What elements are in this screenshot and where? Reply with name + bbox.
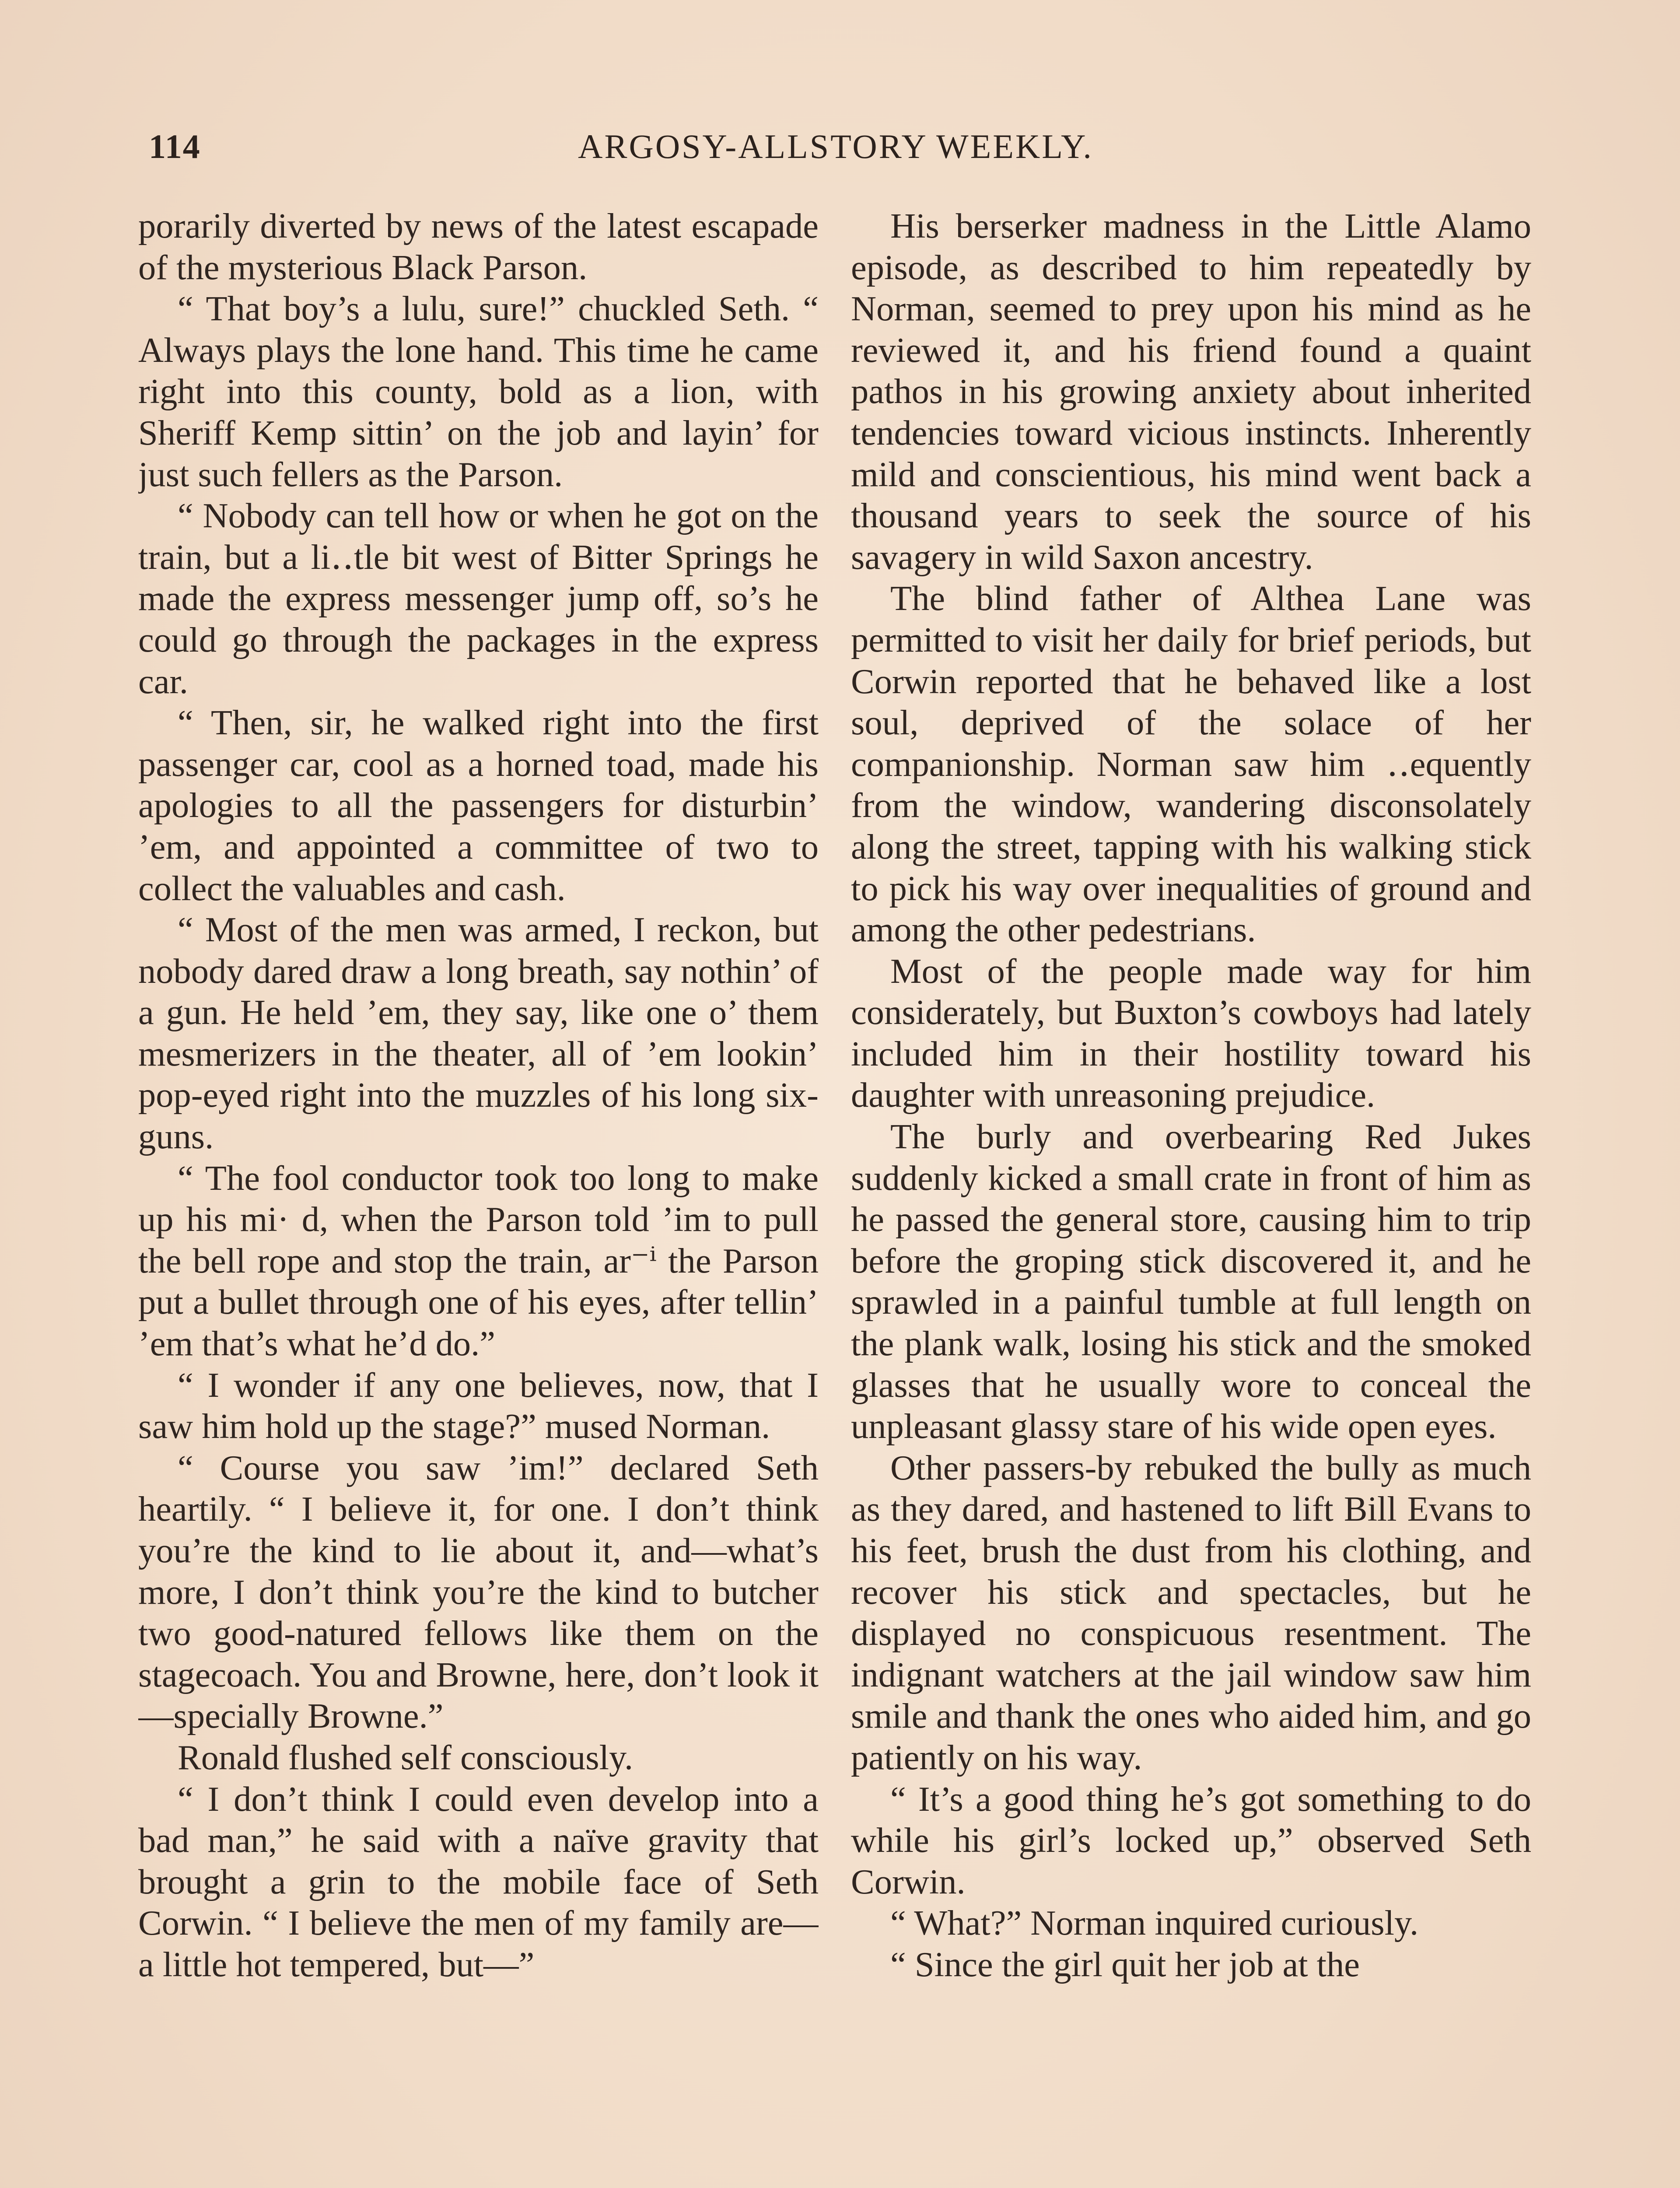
running-head: ARGOSY-ALLSTORY WEEKLY. <box>578 127 1093 165</box>
paragraph: Most of the people made way for him considerately, but Buxton’s cowboys had lately included him in their hostility toward his daughter with unreasoning prejudice. <box>851 951 1531 1115</box>
paragraph: “ Course you saw ’im!” declared Seth heartily. “ I believe it, for one. I don’t think you’re the kind to lie about it, and—what’s more, I don’t think you’re the kind to butcher two good-natured fellows like them on the stagecoach. You and Browne, here, don’t look it—specially Browne.” <box>138 1448 819 1736</box>
paragraph: “ Since the girl quit her job at the <box>890 1945 1360 1984</box>
paragraph: “ The fool conductor took too long to make up his mi· d, when the Parson told ’im to pull the bell rope and stop the train, ar⁻ⁱ the Parson put a bullet through one of his eyes, after tellin’ ’em that’s what he’d do.” <box>138 1158 819 1364</box>
paragraph: The blind father of Althea Lane was permitted to visit her daily for brief periods, but Corwin reported that he behaved like a lost soul, deprived of the solace of her companionship. Norman saw him ‥equently from the window, wandering disconsolately along the street, tapping with his walking stick to pick his way over inequalities of ground and among the other pedestrians. <box>851 579 1531 950</box>
paragraph: “ Most of the men was armed, I reckon, but nobody dared draw a long breath, say nothin’ of a gun. He held ’em, they say, like one o’ them mesmerizers in the theater, all of ’em lookin’ pop-eyed right into the muzzles of his long six-guns. <box>138 910 819 1157</box>
paragraph: Ronald flushed self consciously. <box>178 1738 634 1777</box>
paragraph: “ That boy’s a lulu, sure!” chuckled Seth. “ Always plays the lone hand. This time he came right into this county, bold as a lion, with Sheriff Kemp sittin’ on the job and layin’ for just such fellers as the Parson. <box>138 289 819 494</box>
paragraph: “ I don’t think I could even develop into a bad man,” he said with a naïve gravity that brought a grin to the mobile face of Seth Corwin. “ I believe the men of my family are—a little hot tempered, but—” <box>138 1779 819 1984</box>
paragraph: porarily diverted by news of the latest escapade of the mysterious Black Parson. <box>138 207 819 287</box>
paragraph: His berserker madness in the Little Alamo episode, as described to him repeatedly by Norman, seemed to prey upon his mind as he reviewed it, and his friend found a quaint pathos in his growing anxiety about inherited tendencies toward vicious instincts. Inherently mild and conscientious, his mind went back a thousand years to seek the source of his savagery in wild Saxon ancestry. <box>851 207 1531 577</box>
paragraph: “ I wonder if any one believes, now, that I saw him hold up the stage?” mused Norman. <box>138 1365 819 1446</box>
paragraph: Other passers-by rebuked the bully as much as they dared, and hastened to lift Bill Evans to his feet, brush the dust from his clothing, and recover his stick and spectacles, but he displayed no conspicuous resentment. The indignant watchers at the jail window saw him smile and thank the ones who aided him, and go patiently on his way. <box>851 1448 1531 1777</box>
paragraph: “ It’s a good thing he’s got something to do while his girl’s locked up,” observed Seth Corwin. <box>851 1779 1531 1901</box>
paragraph: “ Nobody can tell how or when he got on the train, but a li‥tle bit west of Bitter Springs he made the express messenger jump off, so’s he could go through the packages in the express car. <box>138 496 819 701</box>
left-column <box>138 206 819 2188</box>
right-column <box>851 206 1531 2188</box>
paragraph: “ What?” Norman inquired curiously. <box>890 1904 1419 1943</box>
paragraph: “ Then, sir, he walked right into the first passenger car, cool as a horned toad, made his apologies to all the passengers for disturbin’ ’em, and appointed a committee of two to collect the valuables and cash. <box>138 703 819 908</box>
page-header <box>131 127 1540 184</box>
paragraph: The burly and overbearing Red Jukes suddenly kicked a small crate in front of him as he passed the general store, causing him to trip before the groping stick discovered it, and he sprawled in a painful tumble at full length on the plank walk, losing his stick and the smoked glasses that he usually wore to conceal the unpleasant glassy stare of his wide open eyes. <box>851 1117 1531 1446</box>
page-number: 114 <box>149 127 201 165</box>
